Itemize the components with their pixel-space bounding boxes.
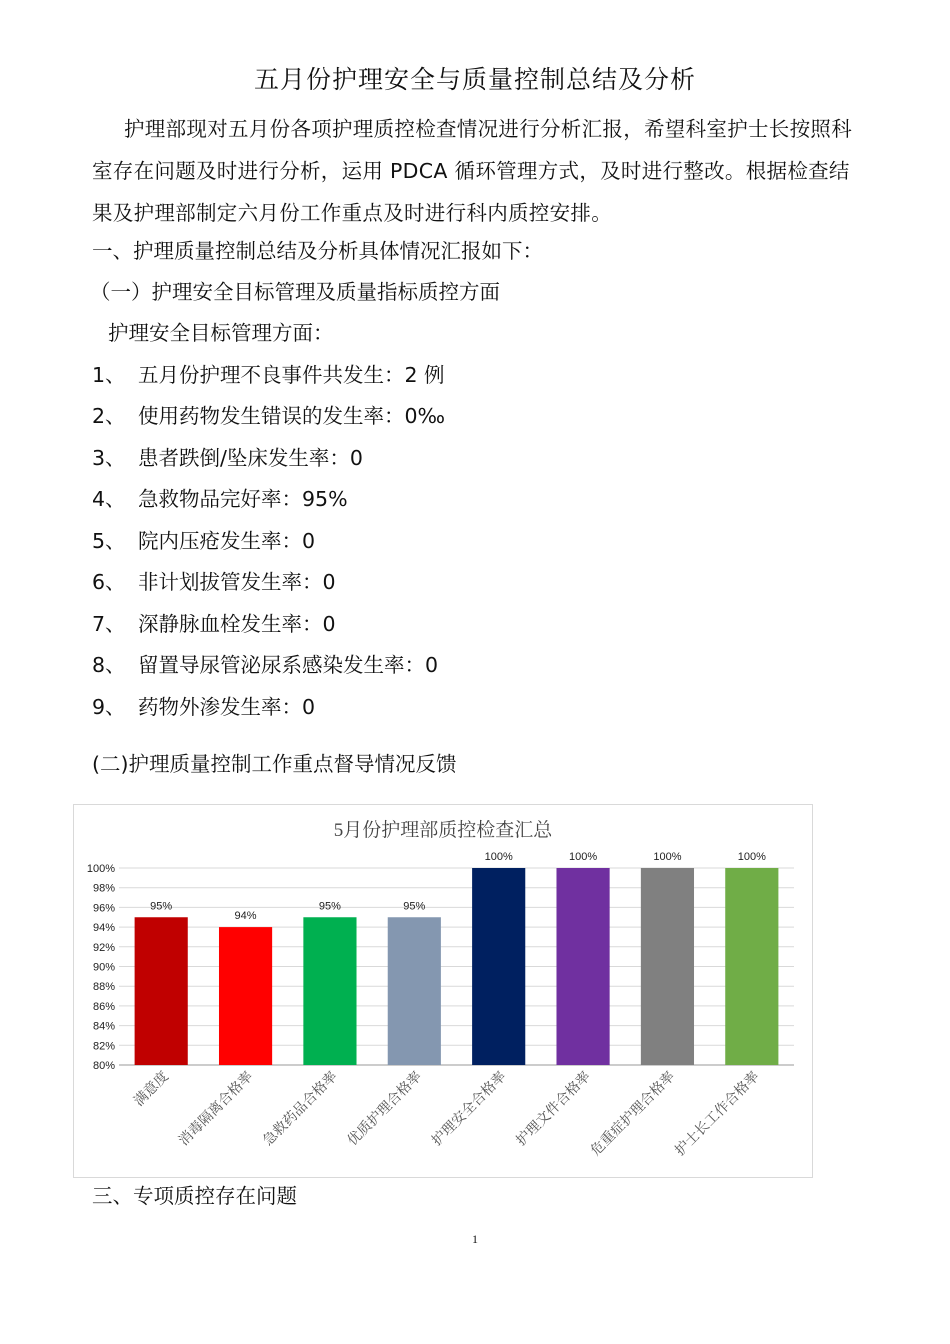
bar-chart [74, 805, 812, 1177]
list-item: 4、 急救物品完好率：95% [92, 487, 348, 511]
x-tick-label: 护理文件合格率 [513, 1069, 594, 1150]
bar [135, 917, 188, 1065]
y-tick-label: 88% [92, 981, 115, 994]
list-item: 9、 药物外渗发生率：0 [92, 695, 316, 719]
intro-paragraph [92, 108, 867, 234]
list-item: 2、 使用药物发生错误的发生率：0‰ [92, 404, 446, 428]
list-item: 3、 患者跌倒/坠床发生率：0 [92, 446, 363, 470]
chart-title: 5月份护理部质控检查汇总 [333, 820, 553, 841]
list-item: 5、 院内压疮发生率：0 [92, 529, 316, 553]
y-tick-label: 96% [92, 902, 115, 915]
y-tick-label: 82% [92, 1040, 115, 1053]
data-label: 100% [568, 851, 598, 863]
bar [472, 868, 525, 1065]
x-tick-label: 护理安全合格率 [429, 1069, 510, 1150]
x-tick-label: 满意度 [131, 1069, 173, 1110]
list-item: 1、 五月份护理不良事件共发生：2 例 [92, 363, 445, 387]
data-label: 100% [737, 851, 766, 863]
y-tick-label: 98% [92, 882, 115, 895]
section-3-heading: 三、专项质控存在问题 [92, 1184, 297, 1208]
y-tick-label: 90% [92, 961, 115, 974]
y-tick-label: 84% [92, 1020, 115, 1033]
list-item: 6、 非计划拔管发生率：0 [92, 570, 336, 594]
safety-goal-heading: 护理安全目标管理方面： [108, 321, 334, 345]
y-tick-label: 94% [92, 922, 115, 935]
intro-text: 护理部现对五月份各项护理质控检查情况进行分析汇报，希望科室护士长按照科室存在问题及时进行分析，运用 PDCA 循环管理方式，及时进行整改。根据检查结果及护理部制定六月份工作重点及时进行科内质控安排。 [92, 117, 852, 225]
data-label: 95% [150, 900, 173, 913]
y-tick-label: 86% [92, 1000, 115, 1013]
data-label: 100% [653, 851, 682, 863]
y-tick-label: 100% [86, 863, 115, 875]
x-tick-label: 优质护理合格率 [345, 1069, 426, 1150]
list-item: 8、 留置导尿管泌尿系感染发生率：0 [92, 653, 439, 677]
bar [641, 868, 694, 1065]
y-tick-label: 80% [92, 1060, 115, 1072]
x-tick-label: 护士长工作合格率 [672, 1069, 763, 1160]
data-label: 100% [484, 851, 513, 863]
x-tick-label: 消毒隔离合格率 [176, 1069, 257, 1150]
document-title: 五月份护理安全与质量控制总结及分析 [253, 65, 696, 94]
data-label: 95% [403, 900, 426, 913]
bar [303, 917, 356, 1065]
bar [725, 868, 778, 1065]
page-number: 1 [472, 1232, 478, 1246]
subsection-2-heading: (二)护理质量控制工作重点督导情况反馈 [92, 752, 457, 776]
data-label: 94% [234, 910, 257, 923]
y-tick-label: 92% [92, 941, 115, 954]
subsection-1-heading: （一）护理安全目标管理及质量指标质控方面 [90, 280, 500, 304]
bar [388, 917, 441, 1065]
bar [556, 868, 609, 1065]
data-label: 95% [318, 900, 341, 913]
x-tick-label: 急救药品合格率 [260, 1069, 341, 1150]
quality-chart [73, 804, 813, 1178]
section-1-heading: 一、护理质量控制总结及分析具体情况汇报如下： [92, 239, 543, 263]
list-item: 7、 深静脉血栓发生率：0 [92, 612, 336, 636]
bar [219, 927, 272, 1065]
x-tick-label: 危重症护理合格率 [588, 1069, 679, 1160]
